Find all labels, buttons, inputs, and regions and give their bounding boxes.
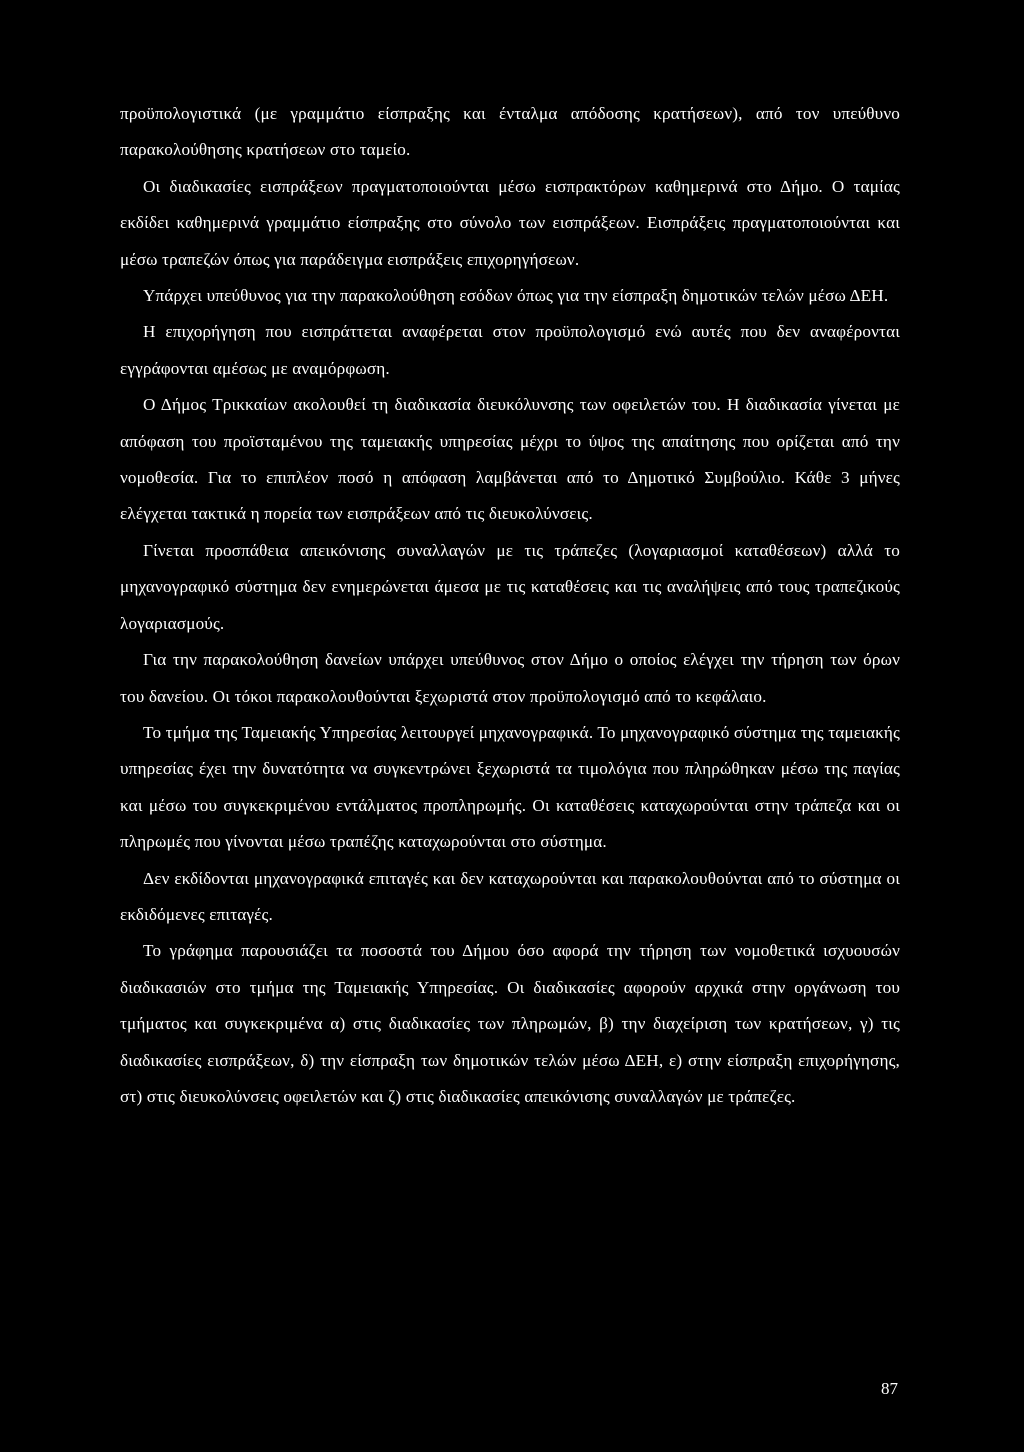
- body-text: [120, 96, 900, 1115]
- paragraph-grants: Η επιχορήγηση που εισπράττεται αναφέρεται στον προϋπολογισμό ενώ αυτές που δεν αναφέρονται εγγράφονται αμέσως με αναμόρφωση.: [120, 322, 900, 378]
- paragraph-loans: Για την παρακολούθηση δανείων υπάρχει υπεύθυνος στον Δήμο ο οποίος ελέγχει την τήρηση των όρων του δανείου. Οι τόκοι παρακολουθούνται ξεχωριστά στον προϋπολογισμό από το κεφάλαιο.: [120, 650, 900, 706]
- paragraph-chart-description: Το γράφημα παρουσιάζει τα ποσοστά του Δήμου όσο αφορά την τήρηση των νομοθετικά ισχυουσών διαδικασιών στο τμήμα της Ταμειακής Υπηρεσίας. Οι διαδικασίες αφορούν αρχικά στην οργάνωση του τμήματος και συγκεκριμένα α) στις διαδικασίες των πληρωμών, β) την διαχείριση των κρατήσεων, γ) τις διαδικασίες εισπράξεων, δ) την είσπραξη των δημοτικών τελών μέσω ΔΕΗ, ε) στην είσπραξη επιχορήγησης, στ) στις διευκολύνσεις οφειλετών και ζ) στις διαδικασίες απεικόνισης συναλλαγών με τράπεζες.: [120, 941, 900, 1106]
- paragraph-revenue-monitoring: Υπάρχει υπεύθυνος για την παρακολούθηση εσόδων όπως για την είσπραξη δημοτικών τελών μέσω ΔΕΗ.: [143, 286, 889, 306]
- paragraph-computerized-system: Το τμήμα της Ταμειακής Υπηρεσίας λειτουργεί μηχανογραφικά. Το μηχανογραφικό σύστημα της ταμειακής υπηρεσίας έχει την δυνατότητα να συγκεντρώνει ξεχωριστά τα τιμολόγια που πληρώθηκαν μέσω της παγίας και μέσω του συγκεκριμένου εντάλματος προπληρωμής. Οι καταθέσεις καταχωρούνται στην τράπεζα και οι πληρωμές που γίνονται μέσω τραπέζης καταχωρούνται στο σύστημα.: [120, 722, 900, 852]
- paragraph-debtor-facilitation: Ο Δήμος Τρικκαίων ακολουθεί τη διαδικασία διευκόλυνσης των οφειλετών του. Η διαδικασία γίνεται με απόφαση του προϊσταμένου της ταμειακής υπηρεσίας μέχρι το ύψος της απαίτησης που ορίζεται από την νομοθεσία. Για το επιπλέον ποσό η απόφαση λαμβάνεται από το Δημοτικό Συμβούλιο. Κάθε 3 μήνες ελέγχεται τακτικά η πορεία των εισπράξεων από τις διευκολύνσεις.: [120, 395, 900, 524]
- paragraph-continuation: προϋπολογιστικά (με γραμμάτιο είσπραξης και ένταλμα απόδοσης κρατήσεων), από τον υπεύθυνο παρακολούθησης κρατήσεων στο ταμείο.: [120, 104, 900, 160]
- paragraph-collections: Οι διαδικασίες εισπράξεων πραγματοποιούνται μέσω εισπρακτόρων καθημερινά στο Δήμο. Ο ταμίας εκδίδει καθημερινά γραμμάτιο είσπραξης στο σύνολο των εισπράξεων. Εισπράξεις πραγματοποιούνται και μέσω τραπεζών όπως για παράδειγμα εισπράξεις επιχορηγήσεων.: [120, 176, 900, 269]
- page-number: 87: [881, 1379, 898, 1398]
- paragraph-cheques: Δεν εκδίδονται μηχανογραφικά επιταγές και δεν καταχωρούνται και παρακολουθούνται από το σύστημα οι εκδιδόμενες επιταγές.: [120, 868, 900, 924]
- paragraph-bank-transactions: Γίνεται προσπάθεια απεικόνισης συναλλαγών με τις τράπεζες (λογαριασμοί καταθέσεων) αλλά το μηχανογραφικό σύστημα δεν ενημερώνεται άμεσα με τις καταθέσεις και τις αναλήψεις από τους τραπεζικούς λογαριασμούς.: [120, 540, 900, 633]
